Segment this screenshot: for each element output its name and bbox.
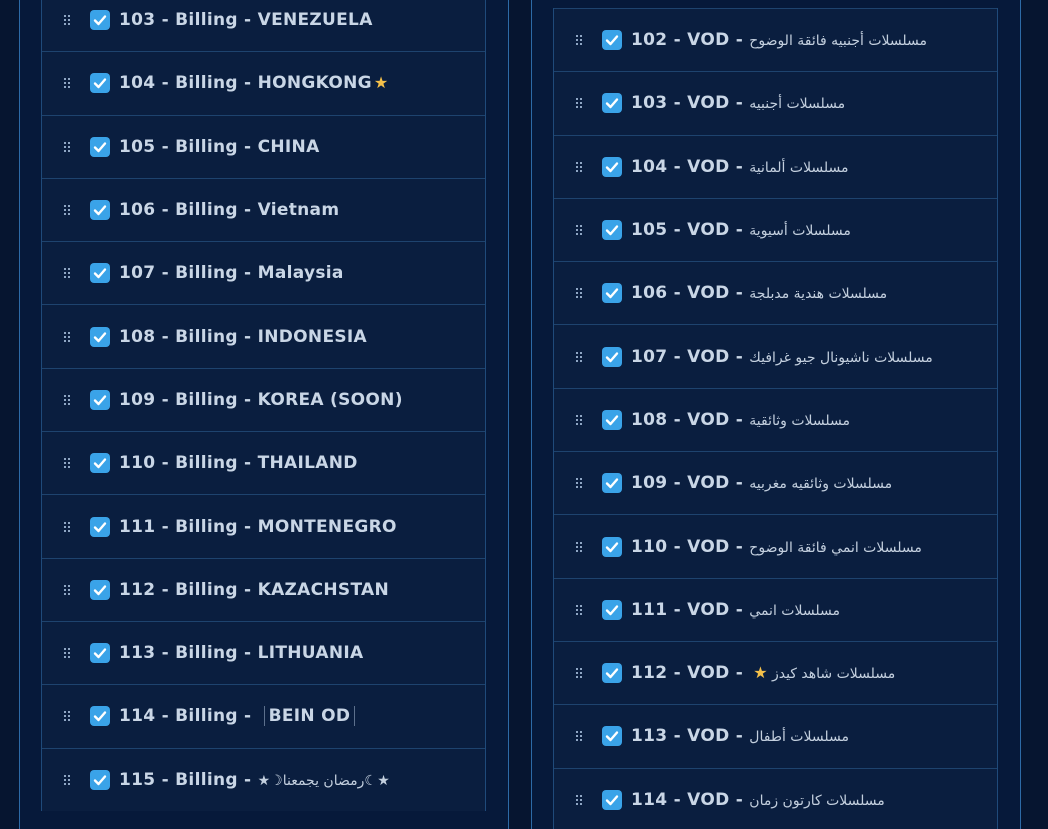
category-arabic-name: مسلسلات انمي فائقة الوضوح (749, 539, 922, 556)
category-checkbox[interactable] (90, 137, 110, 157)
category-arabic-name: مسلسلات وثائقية (749, 412, 851, 429)
category-checkbox[interactable] (602, 537, 622, 557)
category-arabic-name: مسلسلات انمي (749, 602, 840, 619)
category-arabic-name: مسلسلات أطفال (749, 729, 849, 746)
drag-handle-icon[interactable] (64, 205, 70, 215)
category-checkbox[interactable] (602, 473, 622, 493)
list-item[interactable] (42, 0, 485, 51)
check-icon (90, 453, 110, 473)
list-item[interactable] (554, 198, 997, 261)
list-item[interactable] (42, 178, 485, 241)
check-icon (602, 600, 622, 620)
drag-handle-icon[interactable] (576, 795, 582, 805)
category-arabic-name: ★☾رمضان يجمعنا☽★ (257, 772, 391, 789)
list-item-label (631, 283, 887, 303)
list-item-label (631, 600, 840, 620)
list-item[interactable] (42, 51, 485, 114)
category-name: 105 - VOD - (631, 220, 750, 241)
drag-handle-icon[interactable] (576, 162, 582, 172)
category-checkbox[interactable] (90, 263, 110, 283)
category-arabic-name: مسلسلات كارتون زمان (749, 792, 885, 809)
category-name: 113 - VOD - (631, 726, 750, 747)
list-item[interactable] (554, 261, 997, 324)
category-name: 115 - Billing - (119, 769, 258, 790)
category-checkbox[interactable] (90, 327, 110, 347)
category-checkbox[interactable] (90, 706, 110, 726)
category-tag: BEIN OD (264, 706, 356, 726)
drag-handle-icon[interactable] (64, 268, 70, 278)
check-icon (602, 473, 622, 493)
category-name: 114 - VOD - (631, 789, 750, 810)
category-name: 109 - VOD - (631, 473, 750, 494)
list-item-label (631, 157, 849, 177)
list-item[interactable] (554, 388, 997, 451)
category-name: 107 - VOD - (631, 346, 750, 367)
category-checkbox[interactable] (90, 453, 110, 473)
drag-handle-icon[interactable] (576, 478, 582, 488)
list-item[interactable] (554, 135, 997, 198)
category-arabic-name: مسلسلات أجنبيه (749, 96, 846, 113)
star-icon: ★ (753, 663, 768, 683)
list-item[interactable] (42, 431, 485, 494)
category-name: 104 - Billing - HONGKONG (119, 73, 372, 94)
list-item[interactable] (554, 514, 997, 577)
drag-handle-icon[interactable] (576, 352, 582, 362)
drag-handle-icon[interactable] (576, 542, 582, 552)
drag-handle-icon[interactable] (576, 225, 582, 235)
list-item[interactable] (554, 578, 997, 641)
list-item-label (119, 263, 344, 283)
list-item[interactable] (42, 241, 485, 304)
category-checkbox[interactable] (90, 770, 110, 790)
drag-handle-icon[interactable] (64, 775, 70, 785)
category-arabic-name: مسلسلات شاهد كيدز (771, 666, 896, 683)
list-item-label (119, 327, 367, 347)
category-name: 110 - VOD - (631, 536, 750, 557)
drag-handle-icon[interactable] (64, 522, 70, 532)
list-item[interactable] (42, 748, 485, 811)
category-name: 102 - VOD - (631, 30, 750, 51)
list-item-label (631, 410, 850, 430)
check-icon (602, 30, 622, 50)
category-name: 103 - Billing - VENEZUELA (119, 10, 373, 31)
list-item[interactable] (42, 494, 485, 557)
list-item-label (631, 790, 885, 810)
category-name: 103 - VOD - (631, 93, 750, 114)
category-name: 109 - Billing - KOREA (SOON) (119, 389, 403, 410)
check-icon (90, 706, 110, 726)
check-icon (602, 347, 622, 367)
check-icon (602, 537, 622, 557)
list-item-label (119, 580, 389, 600)
category-arabic-name: مسلسلات أجنبيه فائقة الوضوح (749, 33, 928, 50)
list-item-label (631, 30, 927, 50)
category-name: 104 - VOD - (631, 156, 750, 177)
category-checkbox[interactable] (90, 580, 110, 600)
drag-handle-icon[interactable] (64, 711, 70, 721)
check-icon (90, 770, 110, 790)
check-icon (602, 157, 622, 177)
category-checkbox[interactable] (602, 600, 622, 620)
category-name: 106 - Billing - Vietnam (119, 200, 340, 221)
category-name: 112 - Billing - KAZACHSTAN (119, 579, 390, 600)
check-icon (90, 390, 110, 410)
check-icon (90, 580, 110, 600)
category-checkbox[interactable] (90, 10, 110, 30)
drag-handle-icon[interactable] (576, 605, 582, 615)
category-checkbox[interactable] (602, 220, 622, 240)
category-checkbox[interactable] (90, 390, 110, 410)
drag-handle-icon[interactable] (576, 668, 582, 678)
check-icon (602, 663, 622, 683)
category-name: 112 - VOD - (631, 663, 750, 684)
check-icon (90, 643, 110, 663)
category-checkbox[interactable] (602, 93, 622, 113)
list-item[interactable] (554, 8, 997, 71)
check-icon (90, 200, 110, 220)
check-icon (90, 517, 110, 537)
list-item[interactable] (42, 304, 485, 367)
drag-handle-icon[interactable] (64, 78, 70, 88)
category-checkbox[interactable] (90, 517, 110, 537)
list-item[interactable] (554, 451, 997, 514)
category-checkbox[interactable] (90, 73, 110, 93)
list-item-label (119, 73, 389, 93)
drag-handle-icon[interactable] (64, 458, 70, 468)
list-item-label (119, 200, 339, 220)
drag-handle-icon[interactable] (576, 288, 582, 298)
check-icon (602, 410, 622, 430)
check-icon (602, 726, 622, 746)
vod-category-list (553, 8, 998, 829)
check-icon (602, 220, 622, 240)
category-checkbox[interactable] (602, 283, 622, 303)
category-name: 114 - Billing - (119, 706, 258, 727)
list-item[interactable] (554, 768, 997, 829)
category-name: 113 - Billing - LITHUANIA (119, 643, 364, 664)
category-arabic-name: مسلسلات ناشيونال جيو غرافيك (749, 349, 933, 366)
category-checkbox[interactable] (90, 643, 110, 663)
category-checkbox[interactable] (90, 200, 110, 220)
drag-handle-icon[interactable] (576, 98, 582, 108)
category-arabic-name: مسلسلات هندية مدبلجة (749, 286, 888, 303)
list-item-label (631, 726, 849, 746)
drag-handle-icon[interactable] (64, 648, 70, 658)
category-checkbox[interactable] (602, 790, 622, 810)
check-icon (602, 93, 622, 113)
drag-handle-icon[interactable] (576, 35, 582, 45)
list-item-label (119, 517, 397, 537)
list-item[interactable] (42, 621, 485, 684)
list-item-label (119, 390, 403, 410)
check-icon (90, 10, 110, 30)
category-checkbox[interactable] (602, 347, 622, 367)
drag-handle-icon[interactable] (576, 731, 582, 741)
drag-handle-icon[interactable] (64, 395, 70, 405)
category-arabic-name: مسلسلات ألمانية (749, 159, 849, 176)
category-checkbox[interactable] (602, 726, 622, 746)
list-item-label (119, 137, 320, 157)
billing-category-list (41, 0, 486, 811)
list-item[interactable] (42, 558, 485, 621)
category-arabic-name: مسلسلات وثائقيه مغربيه (749, 476, 893, 493)
list-item-label (119, 770, 390, 790)
category-name: 107 - Billing - Malaysia (119, 263, 344, 284)
list-item[interactable] (42, 368, 485, 431)
list-item-label (631, 347, 933, 367)
category-name: 105 - Billing - CHINA (119, 136, 320, 157)
category-name: 106 - VOD - (631, 283, 750, 304)
list-item-label (631, 473, 892, 493)
check-icon (602, 283, 622, 303)
check-icon (602, 790, 622, 810)
category-checkbox[interactable] (602, 157, 622, 177)
list-item[interactable] (554, 641, 997, 704)
category-name: 108 - VOD - (631, 409, 750, 430)
category-checkbox[interactable] (602, 410, 622, 430)
category-checkbox[interactable] (602, 30, 622, 50)
list-item-label (631, 663, 895, 683)
check-icon (90, 327, 110, 347)
list-item[interactable] (554, 704, 997, 767)
list-item-label (631, 220, 851, 240)
list-item-label (119, 706, 355, 726)
list-item-label (631, 537, 922, 557)
category-checkbox[interactable] (602, 663, 622, 683)
category-name: 111 - VOD - (631, 599, 750, 620)
drag-handle-icon[interactable] (64, 15, 70, 25)
check-icon (90, 263, 110, 283)
list-item-label (631, 93, 845, 113)
drag-handle-icon[interactable] (64, 332, 70, 342)
drag-handle-icon[interactable] (576, 415, 582, 425)
list-item[interactable] (554, 324, 997, 387)
drag-handle-icon[interactable] (64, 142, 70, 152)
list-item[interactable] (42, 684, 485, 747)
category-name: 108 - Billing - INDONESIA (119, 326, 367, 347)
category-name: 110 - Billing - THAILAND (119, 453, 358, 474)
list-item[interactable] (42, 115, 485, 178)
drag-handle-icon[interactable] (64, 585, 70, 595)
list-item[interactable] (554, 71, 997, 134)
check-icon (90, 137, 110, 157)
category-name: 111 - Billing - MONTENEGRO (119, 516, 397, 537)
category-arabic-name: مسلسلات أسيوية (749, 223, 851, 240)
star-icon: ★ (373, 73, 389, 93)
list-item-label (119, 643, 363, 663)
check-icon (90, 73, 110, 93)
list-item-label (119, 453, 358, 473)
list-item-label (119, 10, 373, 30)
